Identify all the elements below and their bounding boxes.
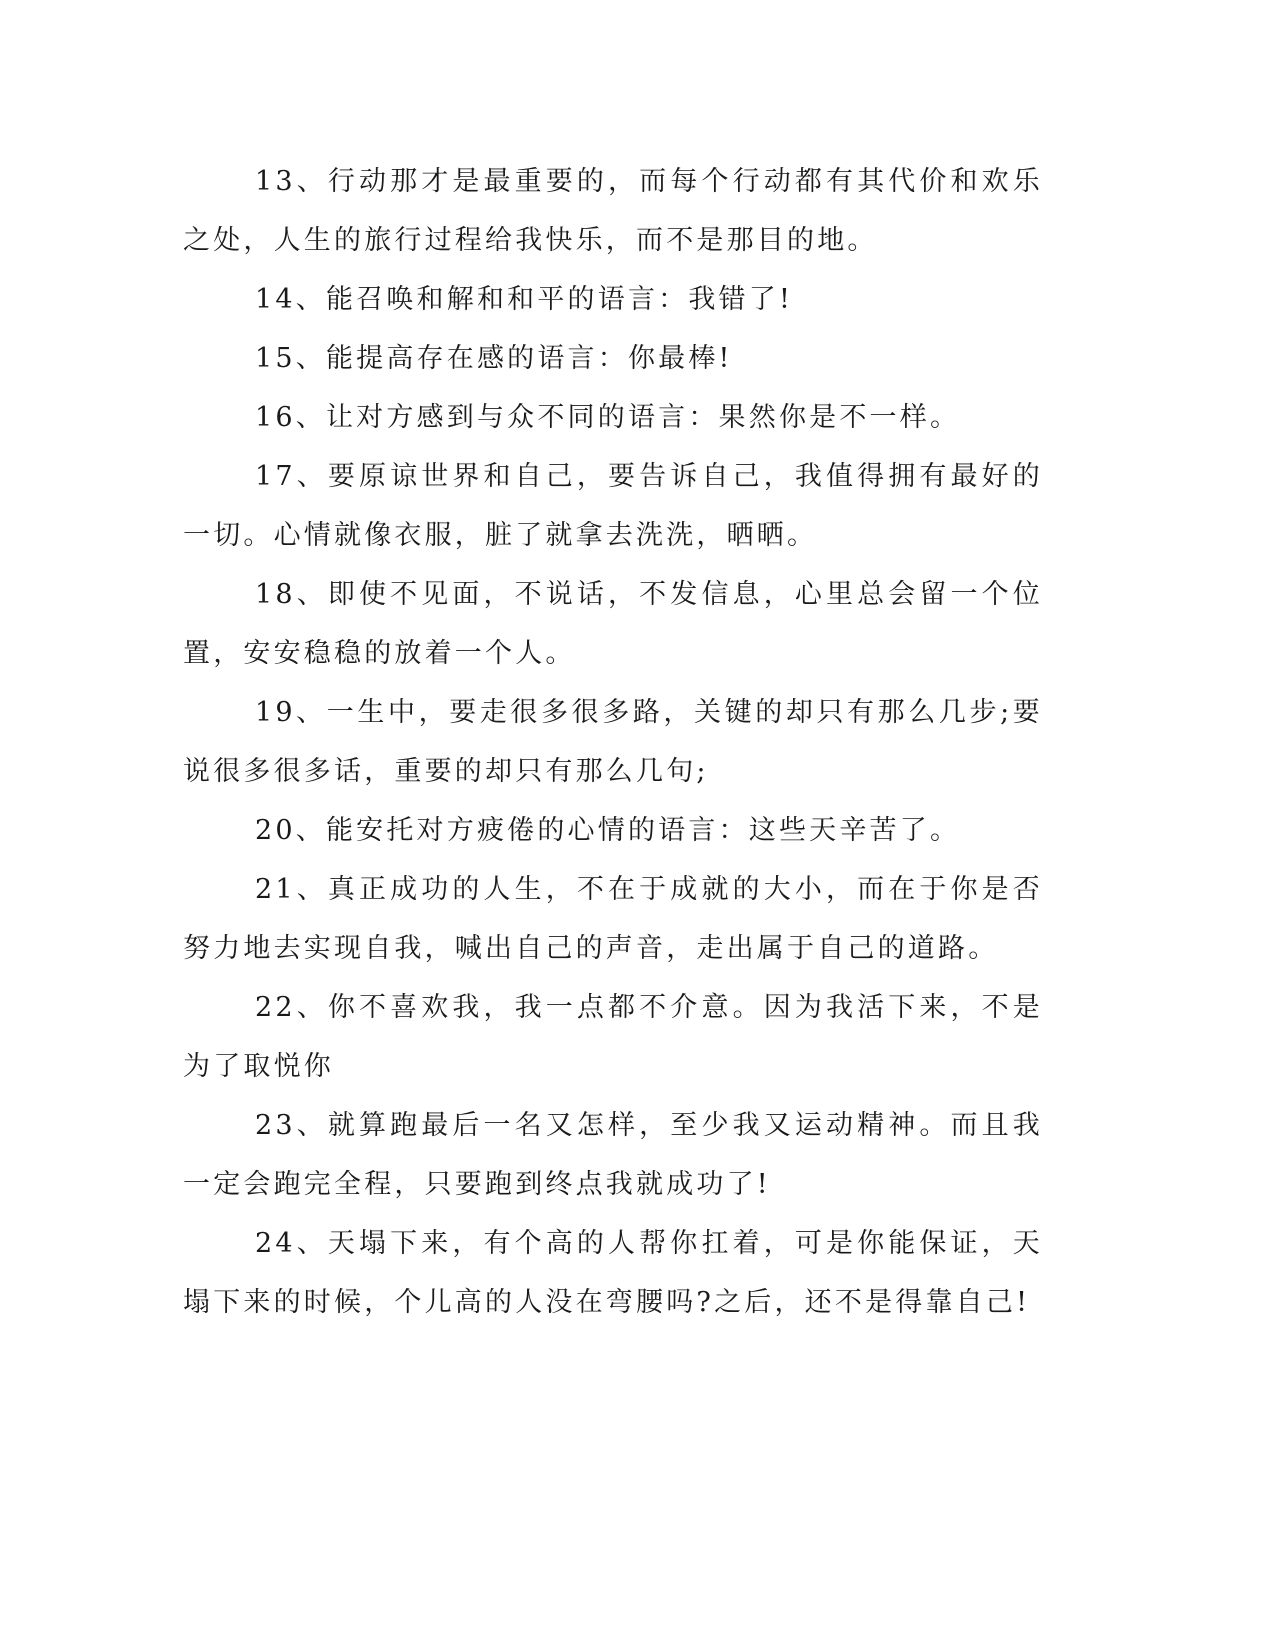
paragraph-18: 18、即使不见面，不说话，不发信息，心里总会留一个位置，安安稳稳的放着一个人。 [183,579,1043,669]
paragraph-20: 20、能安托对方疲倦的心情的语言：这些天辛苦了。 [255,815,961,846]
paragraph-22: 22、你不喜欢我，我一点都不介意。因为我活下来，不是为了取悦你 [183,992,1043,1082]
document-body [183,152,1043,1332]
paragraph-19: 19、一生中，要走很多很多路，关键的却只有那么几步;要说很多很多话，重要的却只有那么几句; [183,697,1043,787]
paragraph-23: 23、就算跑最后一名又怎样，至少我又运动精神。而且我一定会跑完全程，只要跑到终点我就成功了! [183,1110,1043,1200]
paragraph-16: 16、让对方感到与众不同的语言：果然你是不一样。 [255,402,961,433]
paragraph-13: 13、行动那才是最重要的，而每个行动都有其代价和欢乐之处，人生的旅行过程给我快乐，而不是那目的地。 [183,166,1043,256]
paragraph-14: 14、能召唤和解和和平的语言：我错了! [255,284,794,315]
paragraph-21: 21、真正成功的人生，不在于成就的大小，而在于你是否努力地去实现自我，喊出自己的声音，走出属于自己的道路。 [183,874,1043,964]
paragraph-24: 24、天塌下来，有个高的人帮你扛着，可是你能保证，天塌下来的时候，个儿高的人没在弯腰吗?之后，还不是得靠自己! [183,1228,1043,1318]
paragraph-15: 15、能提高存在感的语言：你最棒! [255,343,733,374]
paragraph-17: 17、要原谅世界和自己，要告诉自己，我值得拥有最好的一切。心情就像衣服，脏了就拿去洗洗，晒晒。 [183,461,1043,551]
